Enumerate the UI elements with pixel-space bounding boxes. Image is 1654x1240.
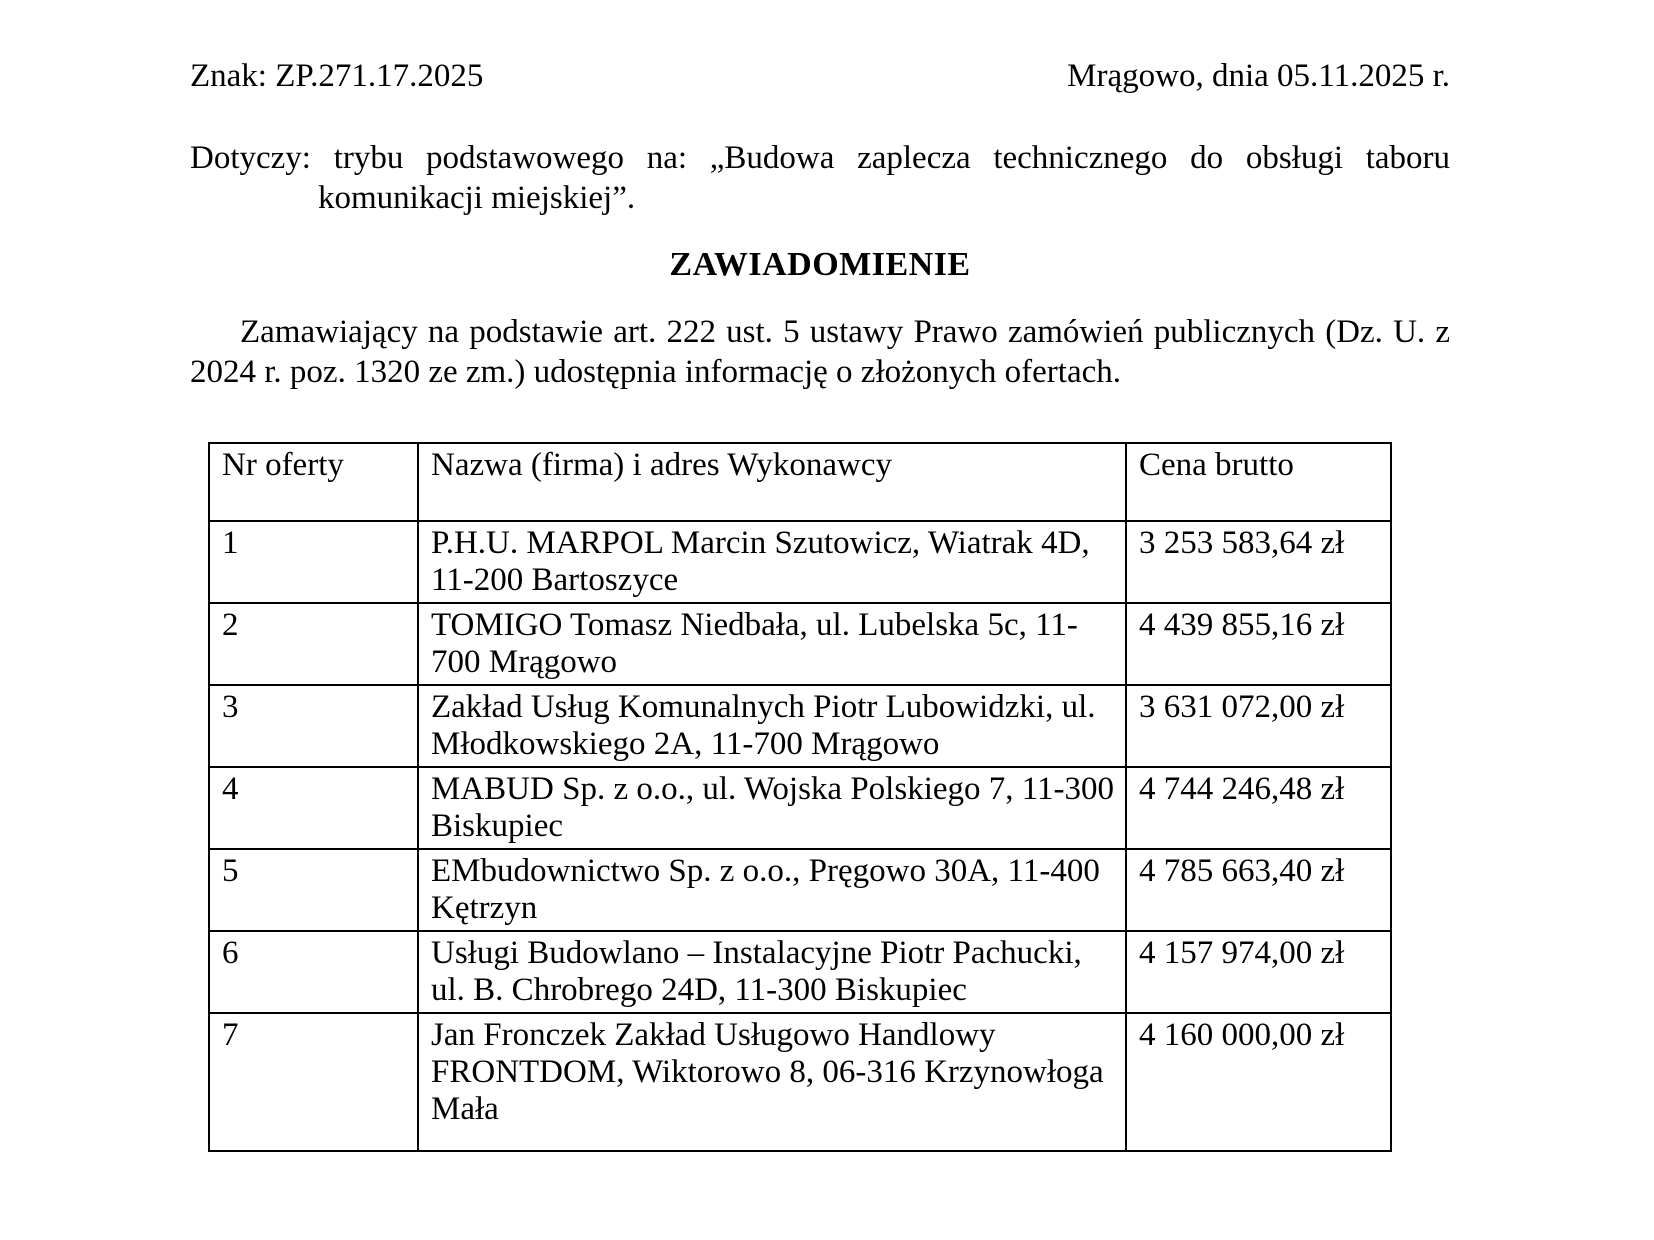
price-cell: 3 253 583,64 zł [1126, 521, 1391, 603]
offers-table [208, 442, 1392, 1152]
document-page [190, 0, 1450, 1152]
price-cell: 4 785 663,40 zł [1126, 849, 1391, 931]
contractor-cell: P.H.U. MARPOL Marcin Szutowicz, Wiatrak 4D, 11-200 Bartoszyce [418, 521, 1126, 603]
contractor-cell: Usługi Budowlano – Instalacyjne Piotr Pachucki, ul. B. Chrobrego 24D, 11-300 Biskupiec [418, 931, 1126, 1013]
contractor-cell: Zakład Usług Komunalnych Piotr Lubowidzki, ul. Młodkowskiego 2A, 11-700 Mrągowo [418, 685, 1126, 767]
contractor-cell: TOMIGO Tomasz Niedbała, ul. Lubelska 5c, 11-700 Mrągowo [418, 603, 1126, 685]
price-cell: 4 744 246,48 zł [1126, 767, 1391, 849]
offer-number-cell: 6 [209, 931, 418, 1013]
table-header-row [209, 443, 1391, 521]
offer-number-cell: 3 [209, 685, 418, 767]
table-row [209, 1013, 1391, 1151]
offer-number-cell: 2 [209, 603, 418, 685]
reference-number: Znak: ZP.271.17.2025 [190, 58, 484, 94]
table-row [209, 603, 1391, 685]
table-row [209, 685, 1391, 767]
table-row [209, 849, 1391, 931]
column-header-offer-number: Nr oferty [209, 443, 418, 521]
table-row [209, 931, 1391, 1013]
intro-paragraph: Zamawiający na podstawie art. 222 ust. 5 ustawy Prawo zamówień publicznych (Dz. U. z 2024 r. poz. 1320 ze zm.) udostępnia informację o złożonych ofertach. [190, 314, 1450, 390]
offer-number-cell: 1 [209, 521, 418, 603]
contractor-cell: Jan Fronczek Zakład Usługowo Handlowy FRONTDOM, Wiktorowo 8, 06-316 Krzynowłoga Mała [418, 1013, 1126, 1151]
table-row [209, 521, 1391, 603]
price-cell: 4 439 855,16 zł [1126, 603, 1391, 685]
offer-number-cell: 5 [209, 849, 418, 931]
subject-line [190, 138, 1450, 218]
contractor-cell: MABUD Sp. z o.o., ul. Wojska Polskiego 7, 11-300 Biskupiec [418, 767, 1126, 849]
subject-text: trybu podstawowego na: „Budowa zaplecza technicznego do obsługi taboru komunikacji miejskiej”. [318, 140, 1451, 216]
place-and-date: Mrągowo, dnia 05.11.2025 r. [1067, 58, 1450, 94]
offer-number-cell: 4 [209, 767, 418, 849]
price-cell: 4 157 974,00 zł [1126, 931, 1391, 1013]
offer-number-cell: 7 [209, 1013, 418, 1151]
document-header [190, 56, 1450, 96]
column-header-contractor: Nazwa (firma) i adres Wykonawcy [418, 443, 1126, 521]
column-header-gross-price: Cena brutto [1126, 443, 1391, 521]
contractor-cell: EMbudownictwo Sp. z o.o., Pręgowo 30A, 11-400 Kętrzyn [418, 849, 1126, 931]
subject-label: Dotyczy: [190, 140, 311, 176]
table-row [209, 767, 1391, 849]
price-cell: 4 160 000,00 zł [1126, 1013, 1391, 1151]
price-cell: 3 631 072,00 zł [1126, 685, 1391, 767]
page-title: ZAWIADOMIENIE [669, 246, 971, 283]
